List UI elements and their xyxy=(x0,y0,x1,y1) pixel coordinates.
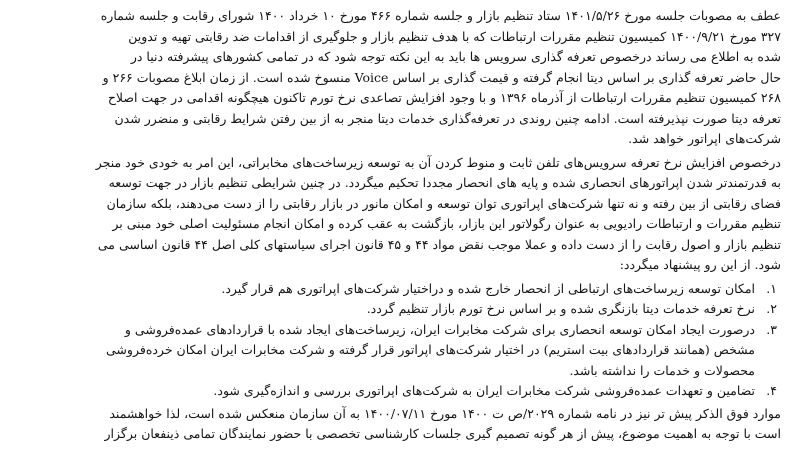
text-line: فضای رقابتی از بین رفته و نه تنها شرکت‌های اپراتوری توان توسعه و امکان مانور در بازار رقابتی را از دست می‌دهند، بلکه سازمان xyxy=(106,195,781,211)
paragraph-2 xyxy=(84,153,781,276)
text-line: امکان توسعه زیرساخت‌های ارتباطی از انحصار خارج شده و دراختیار شرکت‌های اپراتوری هم قرار گیرد. xyxy=(221,280,755,296)
list-number: ۱. xyxy=(766,280,777,296)
text-line: ۳۲۷ مورخ ۱۴۰۰/۹/۲۱ کمیسیون تنظیم مقررات ارتباطات که با هدف تنظیم بازار و جلوگیری از اقدامات ضد رقابتی تهیه و تدوین xyxy=(128,28,781,44)
list-number: ۲. xyxy=(766,301,777,316)
text-line: تضامین و تعهدات عمده‌فروشی شرکت مخابرات ایران به شرکت‌های اپراتوری بررسی و اندازه‌گیری شود. xyxy=(213,383,755,398)
list-number: ۳. xyxy=(766,321,777,337)
text-line: نرخ تعرفه خدمات دیتا بازنگری شده و بر اساس نرخ تورم بازار تنظیم گردد. xyxy=(366,301,755,316)
text-line: موارد فوق الذکر پیش تر نیز در نامه شماره ۲۰۲۹/ص ت ۱۴۰۰ مورخ ۱۴۰۰/۰۷/۱۱ به آن سازمان منعکس شده است، لذا خواهشمند xyxy=(109,405,781,421)
paragraph-1 xyxy=(84,6,781,150)
list-item xyxy=(84,381,781,402)
text-line: محصولات و خدمات را نداشته باشد. xyxy=(569,362,755,378)
text-line: تنظیم بازار و اصول رقابت را از دست داده و عملا موجب نقض مواد ۴۴ و ۴۵ قانون اجرای سیاستهای کلی اصل ۴۴ قانون اساسی می xyxy=(97,236,781,252)
text-line: شده به اطلاع می رساند درخصوص تعرفه گذاری سرویس ها باید به این نکته توجه شود که در تمامی کشورهای پیشرفته دنیا در xyxy=(130,49,781,64)
text-line: شود. از این رو پیشنهاد میگردد: xyxy=(619,257,781,272)
text-line: درصورت ایجاد امکان توسعه انحصاری برای شرکت مخابرات ایران، زیرساخت‌های ایجاد شده با قراردادهای عمده‌فروشی و xyxy=(124,321,755,337)
text-line: ۲۶۸ کمیسیون تنظیم مقررات ارتباطات از آذرماه ۱۳۹۶ و با وجود افزایش تصاعدی نرخ تورم تاکنون هیچگونه اقدامی در جهت اصلاح xyxy=(107,90,781,105)
text-line: به قدرتمندتر شدن اپراتورهای انحصاری شده و پایه های انحصار مجددا تحکیم میگردد. در چنین شرایطی تنظیم بازار در جهت توسعه xyxy=(108,175,781,190)
text-line: تعرفه دیتا صورت نپذیرفته است. ادامه چنین روندی در تعرفه‌گذاری خدمات دیتا منجر به از بین رفتن شرایط رقابتی و منضرر شدن xyxy=(114,110,781,126)
text-line: است با توجه به اهمیت موضوع، پیش از هر گونه تصمیم گیری جلسات کارشناسی تخصصی با حضور نمایندگان تمامی ذینفعان برگزار xyxy=(104,426,781,441)
text-line: حال حاضر تعرفه گذاری بر اساس دیتا انجام گرفته و قیمت گذاری بر اساس Voice منسوخ شده است. از زمان ابلاغ مصوبات ۲۶۶ و xyxy=(102,69,781,85)
text-line: تنظیم مقررات و ارتباطات رادیویی به عنوان رگولاتور این بازار، بازگشت به عقب کرده و امکان انجام مسئولیت اصلی خود مبنی بر xyxy=(112,216,781,231)
text-line: درخصوص افزایش نرخ تعرفه سرویس‌های تلفن ثابت و منوط کردن آن به توسعه زیرساخت‌های مخابراتی، این امر به خودی خود منجر xyxy=(95,154,781,170)
list-number: ۴. xyxy=(766,383,777,398)
text-line: عطف به مصوبات جلسه مورخ ۱۴۰۱/۵/۲۶ ستاد تنظیم بازار و جلسه شماره ۴۶۶ مورخ ۱۰ خرداد ۱۴۰۰ شورای رقابت و جلسه شماره xyxy=(100,8,781,23)
list-item xyxy=(84,279,781,300)
proposal-list xyxy=(84,279,781,402)
paragraph-3 xyxy=(84,404,781,445)
list-item xyxy=(84,299,781,320)
text-line: شرکت‌های اپراتور خواهد شد. xyxy=(628,131,781,146)
list-item xyxy=(84,320,781,382)
text-line: مشخص (همانند قراردادهای بیت استریم) در اختیار شرکت‌های اپراتور قرار گرفته و شرکت مخابرات ایران امکان خرده‌فروشی xyxy=(106,342,755,357)
